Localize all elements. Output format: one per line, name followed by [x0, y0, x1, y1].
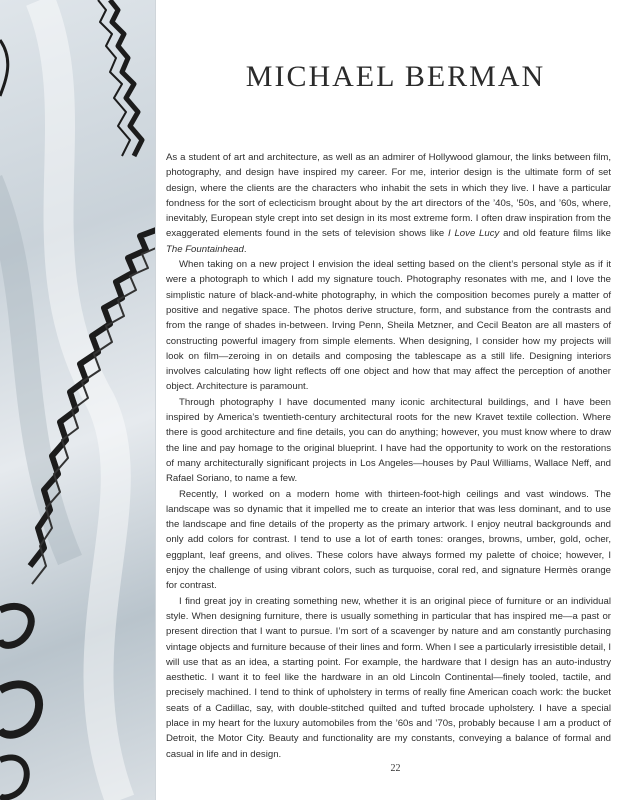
decorative-fabric-photo — [0, 0, 156, 800]
article-body — [166, 150, 611, 762]
paragraph-3: Through photography I have documented many iconic architectural buildings, and I have been inspired by America’s twentieth-century architectural roots for the new Kravet textile collection. Where there is good architecture and fine details, you can do anything; however, you must know where to draw the line and pay homage to the original blueprint. I have had the opportunity to work on the restorations of many architecturally significant projects in Los Angeles—houses by Paul Williams, Wallace Neff, and Rafael Soriano, to name a few. — [166, 396, 611, 485]
paragraph-5: I find great joy in creating something new, whether it is an original piece of furniture or an individual style. When designing furniture, there is usually something in particular that has inspired me—a past or present direction that I want to pursue. I’m sort of a scavenger by nature and am constantly purchasing vintage objects and furniture because of their lines and form. When I see a particularly irresistible detail, I will use that as an idea, a starting point. For example, the hardware that I design has an auto-industry aesthetic. I want it to feel like the hardware in an old Lincoln Continental—finely tooled, tactile, and precisely machined. I tend to think of upholstery in terms of really fine American coach work: the bucket seats of a Cadillac, say, with double-stitched quilted and tufted brocade upholstery. I have a special place in my heart for the luxury automobiles from the ’60s and ’70s, probably because I am a product of Detroit, the Motor City. Beauty and functionality are my constants, conveying a balance of formal and casual in life and in design. — [166, 595, 611, 760]
show-title: I Love Lucy — [448, 228, 500, 240]
paragraph-1: As a student of art and architecture, as well as an admirer of Hollywood glamour, the links between film, photography, and design have inspired my career. For me, interior design is the ultimate form of set design, where the clients are the characters who inhabit the sets in which they live. I have a particular fondness for the sort of eclecticism brought about by the art directors of the ’40s, ’50s, and ’60s, where, inevitably, European style crept into set design in its most extreme form. I often draw inspiration from the exaggerated elements found in the sets of television shows like I Love Lucy and old feature films like The Fountainhead. — [166, 152, 611, 255]
embroidered-pattern-graphic — [0, 0, 156, 800]
paragraph-4: Recently, I worked on a modern home with thirteen-foot-high ceilings and vast windows. The landscape was so dynamic that it impelled me to create an interior that was less dominant, and to use the landscape and fine details of the property as the primary artwork. I enjoy neutral backgrounds and only add colors for contrast. I tend to use a lot of earth tones: oranges, browns, umber, gold, ocher, eggplant, leaf greens, and olives. These colors have always formed my palette of choice; however, I enjoy the challenge of using vibrant colors, such as turquoise, coral red, and signature Hermès orange for contrast. — [166, 488, 611, 592]
page-title: MICHAEL BERMAN — [245, 60, 546, 93]
film-title: The Fountainhead — [166, 243, 244, 255]
paragraph-2: When taking on a new project I envision the ideal setting based on the client’s personal style as if it were a photograph to which I add my signature touch. Photography resonates with me, and I love the simplistic nature of black-and-white photography, in which the composition becomes purely a matter of positive and negative space. The photos derive structure, form, and substance from the contrasts and from the range of shades in-between. Irving Penn, Sheila Metzner, and Cecil Beaton are all masters of constructing powerful imagery from simple elements. When designing, I consider how my projects will look on film—zeroing in on details and composing the tablescape as a still life. Designing interiors involves calculating how light reflects off one object and how that may affect the perception of another object. Architecture is paramount. — [166, 259, 611, 393]
page-number: 22 — [390, 763, 401, 774]
